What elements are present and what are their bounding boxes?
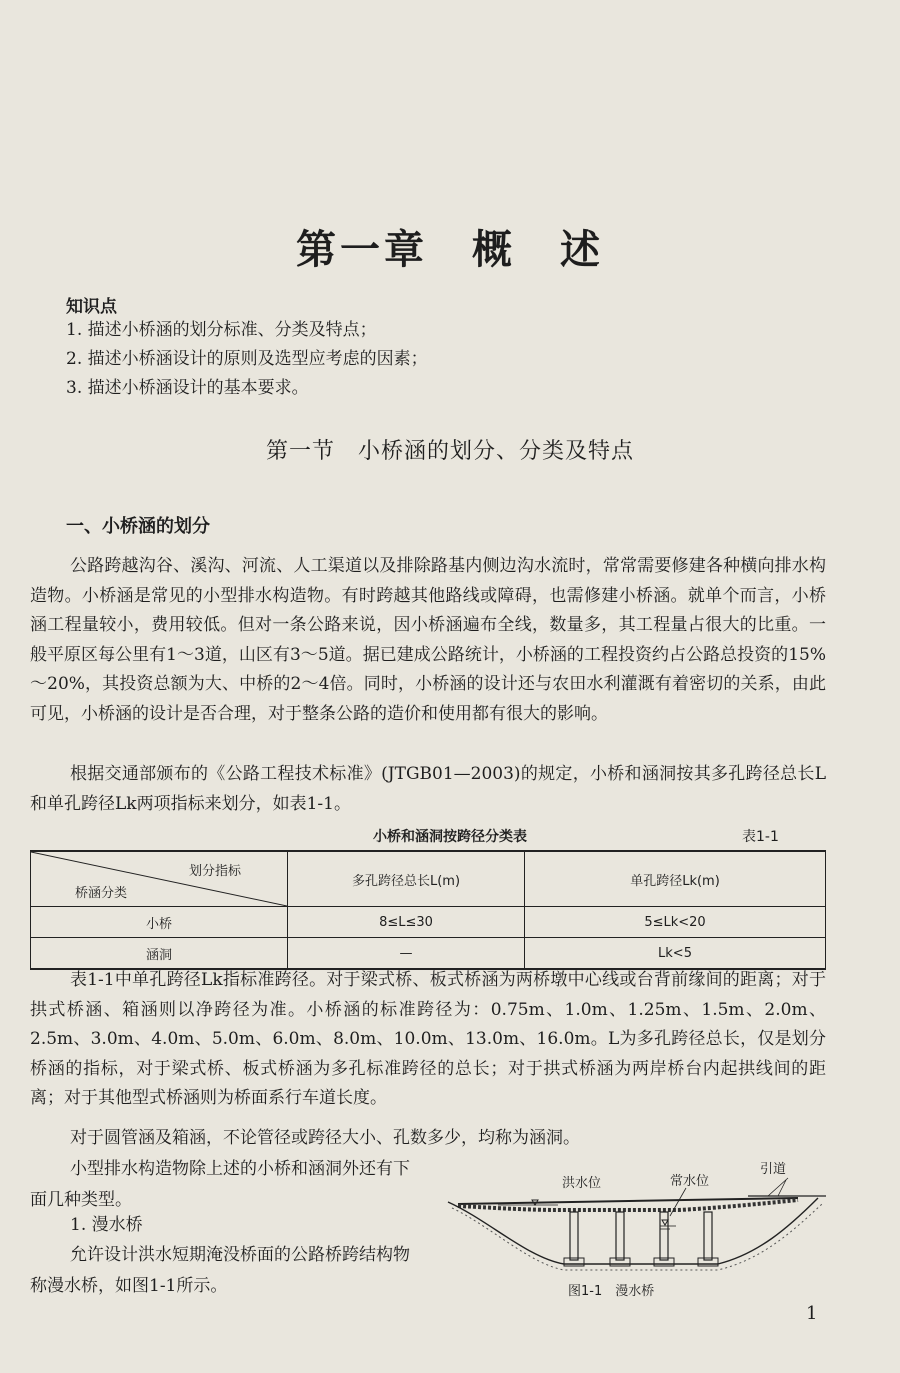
- corner-label-class: 桥涵分类: [75, 886, 128, 901]
- knowledge-point: 1. 描述小桥涵的划分标准、分类及特点；: [66, 320, 377, 340]
- table-number: 表1-1: [742, 829, 779, 845]
- table-cell-single-span: Lk<5: [525, 938, 826, 970]
- item-heading: 1. 漫水桥: [70, 1215, 143, 1235]
- span-classification-table: [30, 850, 826, 970]
- body-paragraph: 根据交通部颁布的《公路工程技术标准》(JTGB01—2003)的规定，小桥和涵洞按其多孔跨径总长L和单孔跨径Lk两项指标来划分，如表1-1。: [30, 764, 826, 814]
- section-title: 第一节 小桥涵的划分、分类及特点: [265, 439, 634, 464]
- body-paragraph: 对于圆管涵及箱涵，不论管径或跨径大小、孔数多少，均称为涵洞。: [70, 1128, 580, 1148]
- table-cell-single-span: 5≤Lk<20: [525, 907, 826, 938]
- table-cell-total-span: —: [288, 938, 525, 970]
- table-caption: 小桥和涵洞按跨径分类表: [373, 829, 527, 845]
- chapter-title: 第一章 概 述: [296, 227, 604, 273]
- table-header-row: [31, 851, 826, 907]
- body-paragraph: 表1-1中单孔跨径Lk指标准跨径。对于梁式桥、板式桥涵为两桥墩中心线或台背前缘间的距离；对于拱式桥涵、箱涵则以净跨径为准。小桥涵的标准跨径为：0.75m、1.0m、1.25m、1.5m、2.0m、2.5m、3.0m、4.0m、5.0m、6.0m、8.0m、10.0m、13.0m、16.0m。L为多孔跨径总长，仅是划分桥涵的指标，对于梁式桥、板式桥涵为多孔标准跨径的总长；对于拱式桥涵为两岸桥台内起拱线间的距离；对于其他型式桥涵则为桥面系行车道长度。: [30, 970, 826, 1108]
- table-cell-class: 小桥: [31, 907, 288, 938]
- diagonal-line: [31, 852, 287, 906]
- label-approach-road: 引道: [760, 1162, 787, 1177]
- table-corner-cell: [31, 851, 288, 907]
- body-paragraph: 允许设计洪水短期淹没桥面的公路桥跨结构物称漫水桥，如图1-1所示。: [30, 1245, 410, 1296]
- table-header-total-span: 多孔跨径总长L(m): [288, 851, 525, 907]
- body-paragraph: 公路跨越沟谷、溪沟、河流、人工渠道以及排除路基内侧边沟水流时，常常需要修建各种横向排水构造物。小桥涵是常见的小型排水构造物。有时跨越其他路线或障碍，也需修建小桥涵。就单个而言，小桥涵工程量较小，费用较低。但对一条公路来说，因小桥涵遍布全线，数量多，其工程量占很大的比重。一般平原区每公里有1～3道，山区有3～5道。据已建成公路统计，小桥涵的工程投资约占公路总投资的15%～20%，其投资总额为大、中桥的2～4倍。同时，小桥涵的设计还与农田水利灌溉有着密切的关系，由此可见，小桥涵的设计是否合理，对于整条公路的造价和使用都有很大的影响。: [30, 556, 826, 724]
- knowledge-points-list: [66, 316, 428, 403]
- body-paragraph: 小型排水构造物除上述的小桥和涵洞外还有下面几种类型。: [30, 1159, 410, 1210]
- corner-label-index: 划分指标: [188, 864, 241, 879]
- table-cell-total-span: 8≤L≤30: [288, 907, 525, 938]
- table-header-single-span: 单孔跨径Lk(m): [525, 851, 826, 907]
- subsection-title: 一、小桥涵的划分: [66, 516, 210, 537]
- knowledge-points-heading: 知识点: [66, 297, 117, 317]
- page-number: 1: [806, 1303, 818, 1324]
- label-normal-level: 常水位: [670, 1174, 710, 1189]
- table-row: [31, 938, 826, 970]
- figure-caption: 图1-1 漫水桥: [568, 1284, 655, 1299]
- knowledge-point: 2. 描述小桥涵设计的原则及选型应考虑的因素；: [66, 349, 428, 369]
- table-cell-class: 涵洞: [31, 938, 288, 970]
- table-row: [31, 907, 826, 938]
- knowledge-point: 3. 描述小桥涵设计的基本要求。: [66, 378, 309, 398]
- label-flood-level: 洪水位: [562, 1176, 602, 1191]
